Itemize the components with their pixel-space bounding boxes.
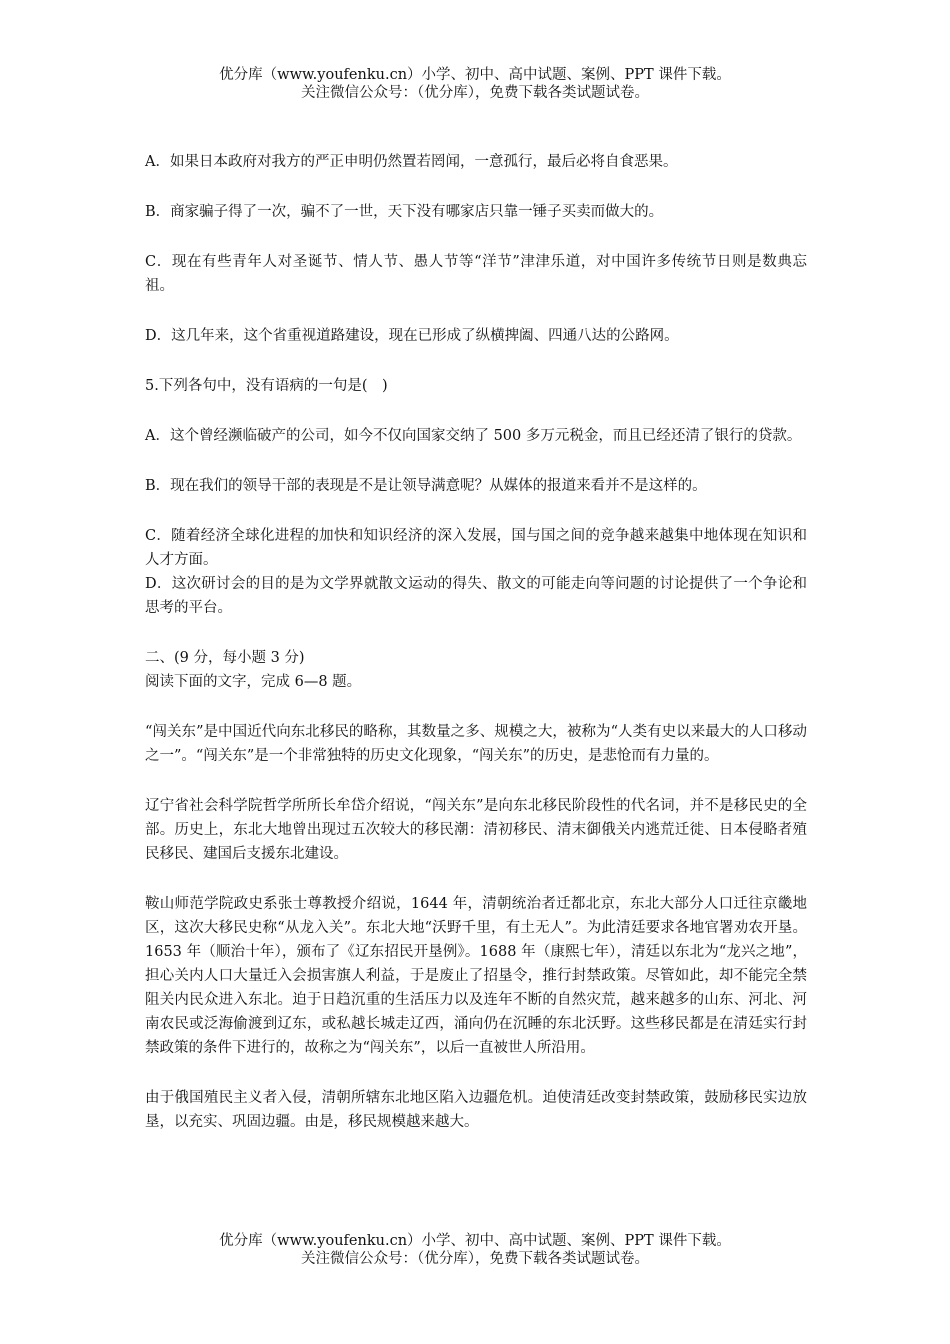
section-heading: 二、(9 分，每小题 3 分) [145, 650, 305, 666]
q5-stem: 5.下列各句中，没有语病的一句是( ) [145, 378, 388, 394]
q4-option-c: C．现在有些青年人对圣诞节、情人节、愚人节等“洋节”津津乐道，对中国许多传统节日则是数典忘祖。 [145, 254, 807, 294]
header-site-line: 优分库（www.youfenku.cn）小学、初中、高中试题、案例、PPT 课件下载。 [219, 67, 731, 83]
passage-paragraph: 辽宁省社会科学院哲学所所长牟岱介绍说，“闯关东”是向东北移民阶段性的代名词，并不是移民史的全部。历史上，东北大地曾出现过五次较大的移民潮：清初移民、清末御俄关内逃荒迁徙、日本侵略者殖民移民、建国后支援东北建设。 [145, 798, 807, 862]
passage-paragraph: 由于俄国殖民主义者入侵，清朝所辖东北地区陷入边疆危机。迫使清廷改变封禁政策，鼓励移民实边放垦，以充实、巩固边疆。由是，移民规模越来越大。 [145, 1090, 807, 1130]
q4-option-a: A．如果日本政府对我方的严正申明仍然置若罔闻，一意孤行，最后必将自食恶果。 [145, 154, 678, 170]
footer-site-line: 优分库（www.youfenku.cn）小学、初中、高中试题、案例、PPT 课件下载。 [219, 1233, 731, 1249]
q5-option-b: B．现在我们的领导干部的表现是不是让领导满意呢？从媒体的报道来看并不是这样的。 [145, 478, 707, 494]
q4-option-b: B．商家骗子得了一次，骗不了一世，天下没有哪家店只靠一锤子买卖而做大的。 [145, 204, 664, 220]
page-header [0, 66, 950, 102]
footer-wechat-line: 关注微信公众号：（优分库），免费下载各类试题试卷。 [301, 1251, 649, 1267]
q5-option-c: C．随着经济全球化进程的加快和知识经济的深入发展，国与国之间的竞争越来越集中地体现在知识和人才方面。 [145, 528, 807, 568]
page-footer [0, 1232, 950, 1268]
q5-option-d: D．这次研讨会的目的是为文学界就散文运动的得失、散文的可能走向等问题的讨论提供了一个争论和思考的平台。 [145, 576, 807, 616]
section-instruction: 阅读下面的文字，完成 6—8 题。 [145, 674, 362, 690]
passage-paragraph: 鞍山师范学院政史系张士尊教授介绍说，1644 年，清朝统治者迁都北京，东北大部分人口迁往京畿地区，这次大移民史称“从龙入关”。东北大地“沃野千里，有土无人”。为此清廷要求各地官署劝农开垦。1653 年（顺治十年），颁布了《辽东招民开垦例》。1688 年（康熙七年），清廷以东北为“龙兴之地”，担心关内人口大量迁入会损害旗人利益，于是废止了招垦令，推行封禁政策。尽管如此，却不能完全禁阻关内民众进入东北。迫于日趋沉重的生活压力以及连年不断的自然灾荒，越来越多的山东、河北、河南农民或泛海偷渡到辽东，或私越长城走辽西，涌向仍在沉睡的东北沃野。这些移民都是在清廷实行封禁政策的条件下进行的，故称之为“闯关东”，以后一直被世人所沿用。 [145, 896, 807, 1056]
document-body [145, 150, 807, 1134]
q4-option-d: D．这几年来，这个省重视道路建设，现在已形成了纵横捭阖、四通八达的公路网。 [145, 328, 679, 344]
passage-paragraph: “闯关东”是中国近代向东北移民的略称，其数量之多、规模之大，被称为“人类有史以来最大的人口移动之一”。“闯关东”是一个非常独特的历史文化现象，“闯关东”的历史，是悲怆而有力量的。 [145, 724, 807, 764]
header-wechat-line: 关注微信公众号：（优分库），免费下载各类试题试卷。 [301, 85, 649, 101]
q5-option-a: A．这个曾经濒临破产的公司，如今不仅向国家交纳了 500 多万元税金，而且已经还清了银行的贷款。 [145, 428, 802, 444]
